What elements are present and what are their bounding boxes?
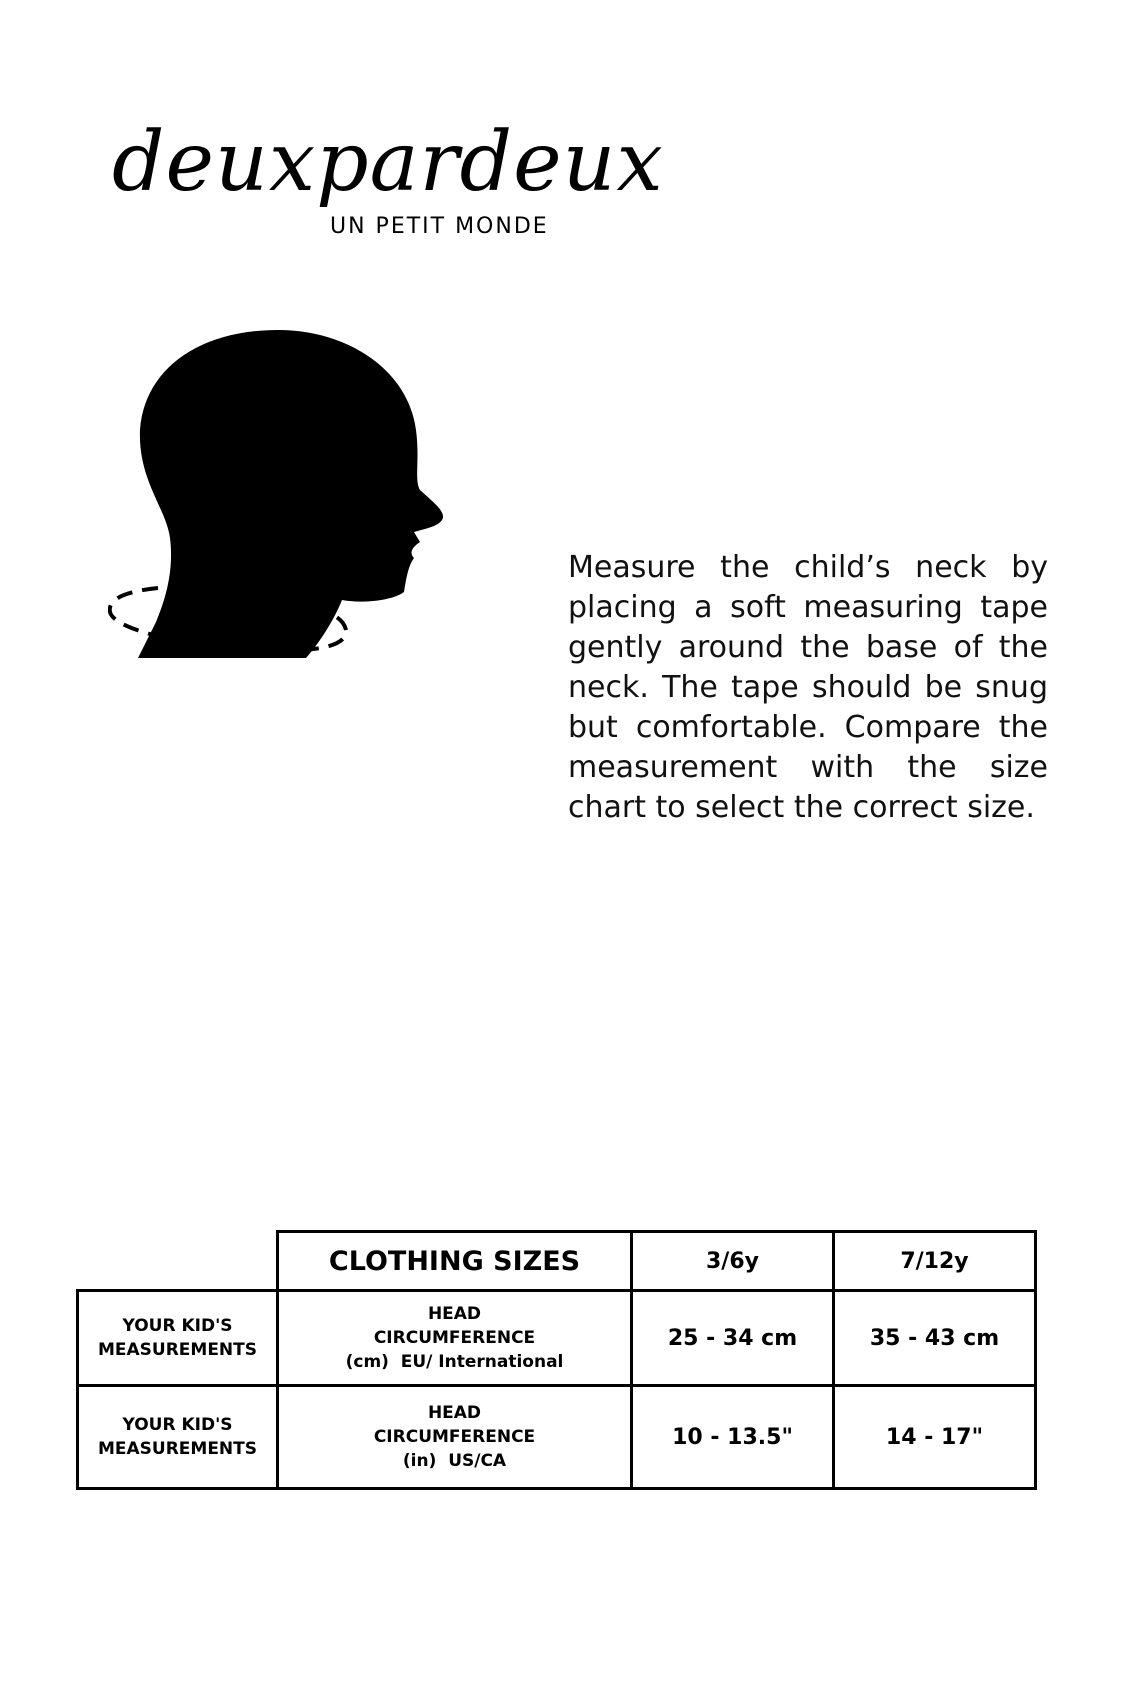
row-description-cell: HEAD CIRCUMFERENCE (cm) EU/ International — [278, 1291, 632, 1386]
header-clothing-sizes: CLOTHING SIZES — [278, 1232, 632, 1291]
measuring-instructions: Measure the child’s neck by placing a soft measuring tape gently around the base of the neck. The tape should be snug but comfortable. Compare the measurement with the size chart to select the correct size. — [568, 550, 1048, 825]
table-row — [78, 1386, 1036, 1489]
row-label-cell: YOUR KID'S MEASUREMENTS — [78, 1291, 278, 1386]
head-silhouette-icon — [108, 330, 488, 720]
size-chart-table — [76, 1230, 1037, 1490]
value-cell: 35 - 43 cm — [834, 1291, 1036, 1386]
header-size-3-6y: 3/6y — [632, 1232, 834, 1291]
head-silhouette — [138, 330, 443, 658]
brand-name: deuxpardeux — [112, 115, 664, 210]
header-size-7-12y: 7/12y — [834, 1232, 1036, 1291]
value-cell: 25 - 34 cm — [632, 1291, 834, 1386]
row-description-cell: HEAD CIRCUMFERENCE (in) US/CA — [278, 1386, 632, 1489]
brand-logo — [112, 115, 664, 252]
value-cell: 10 - 13.5" — [632, 1386, 834, 1489]
value-cell: 14 - 17" — [834, 1386, 1036, 1489]
empty-corner-cell — [78, 1232, 278, 1291]
row-label-cell: YOUR KID'S MEASUREMENTS — [78, 1386, 278, 1489]
table-row — [78, 1291, 1036, 1386]
size-chart-header-row — [78, 1232, 1036, 1291]
brand-tagline: UN PETIT MONDE — [330, 214, 549, 239]
